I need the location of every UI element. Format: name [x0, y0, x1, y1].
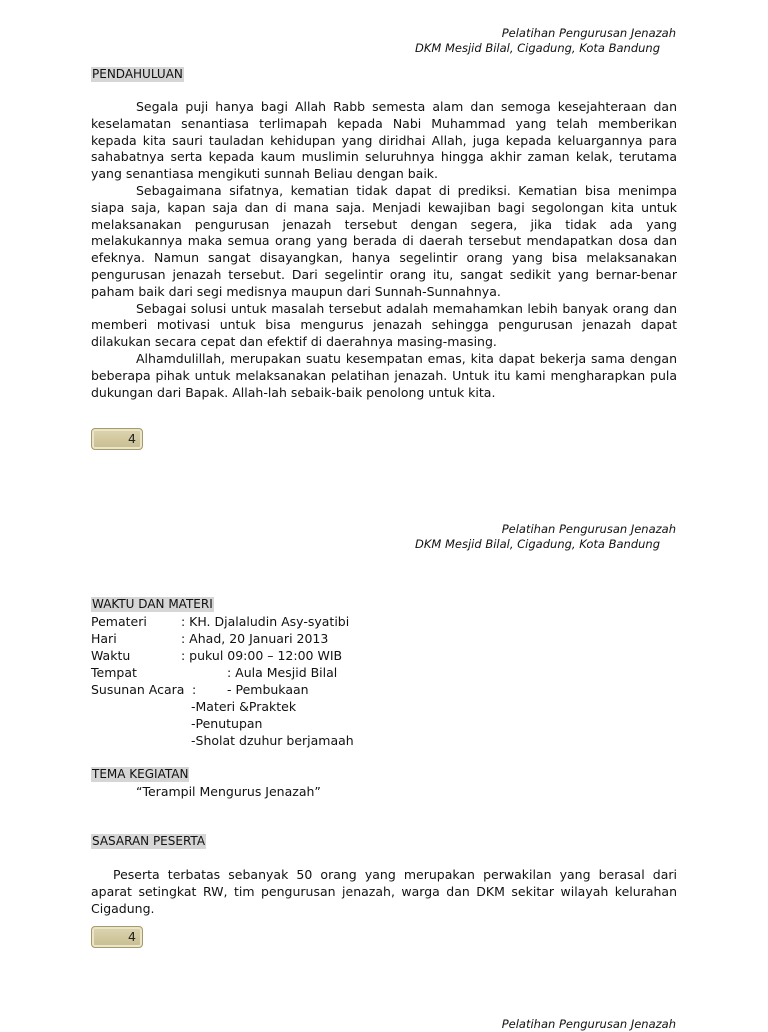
header-organization: DKM Mesjid Bilal, Cigadung, Kota Bandung [415, 537, 660, 551]
page-number-badge [91, 926, 143, 948]
info-label: Pemateri [91, 614, 147, 629]
tema-text: “Terampil Mengurus Jenazah” [136, 784, 321, 799]
page-header [415, 26, 676, 56]
info-value: : pukul 09:00 – 12:00 WIB [181, 648, 343, 663]
info-label: Waktu [91, 648, 131, 663]
page-header [415, 522, 676, 552]
page-number: 4 [128, 929, 136, 944]
sasaran-body [91, 867, 677, 917]
agenda-item: -Penutupan [191, 716, 263, 731]
agenda-item: - Pembukaan [227, 682, 309, 697]
header-title: Pelatihan Pengurusan Jenazah [501, 1017, 676, 1031]
info-label: Hari [91, 631, 117, 646]
info-value: : Aula Mesjid Bilal [227, 665, 338, 680]
agenda-item: -Sholat dzuhur berjamaah [191, 733, 354, 748]
page-number-badge [91, 428, 143, 450]
paragraph: Peserta terbatas sebanyak 50 orang yang merupakan perwakilan yang berasal dari aparat setingkat RW, tim pengurusan jenazah, warga dan DKM sekitar wilayah kelurahan Cigadung. [91, 867, 677, 916]
info-label: Susunan Acara [91, 682, 185, 697]
heading-waktu-dan-materi: WAKTU DAN MATERI [92, 597, 213, 611]
heading-tema-kegiatan: TEMA KEGIATAN [92, 767, 189, 781]
agenda-item: -Materi &Praktek [191, 699, 297, 714]
page-number: 4 [128, 431, 136, 446]
header-title: Pelatihan Pengurusan Jenazah [501, 522, 676, 536]
pendahuluan-body [91, 99, 677, 401]
info-value: : Ahad, 20 Januari 2013 [181, 631, 329, 646]
header-organization: DKM Mesjid Bilal, Cigadung, Kota Bandung [415, 41, 660, 55]
paragraph: Sebagaimana sifatnya, kematian tidak dapat di prediksi. Kematian bisa menimpa siapa saja, kapan saja dan di mana saja. Menjadi kewajiban bagi segolongan kita untuk melaksanakan pengurusan jenazah tersebut dengan segera, jika tidak ada yang melakukannya maka semua orang yang berada di daerah tersebut mendapatkan dosa dan efeknya. Namun sangat disayangkan, hanya segelintir orang yang bisa melaksanakan pengurusan jenazah tersebut. Dari segelintir orang itu, sangat sedikit yang bernar-benar paham baik dari segi medisnya maupun dari Sunnah-Sunnahnya. [91, 182, 677, 299]
paragraph: Alhamdulillah, merupakan suatu kesempatan emas, kita dapat bekerja sama dengan beberapa pihak untuk melaksanakan pelatihan jenazah. Untuk itu kami mengharapkan pula dukungan dari Bapak. Allah-lah sebaik-baik penolong untuk kita. [91, 350, 677, 400]
info-label: Tempat [91, 665, 137, 680]
page-header [502, 1017, 676, 1032]
info-value: : KH. Djalaludin Asy-syatibi [181, 614, 350, 629]
header-title: Pelatihan Pengurusan Jenazah [501, 26, 676, 40]
heading-pendahuluan: PENDAHULUAN [92, 67, 183, 81]
paragraph: Sebagai solusi untuk masalah tersebut adalah memahamkan lebih banyak orang dan memberi motivasi untuk bisa mengurus jenazah sehingga pengurusan jenazah dapat dilakukan secara cepat dan efektif di daerahnya masing-masing. [91, 300, 677, 350]
paragraph: Segala puji hanya bagi Allah Rabb semesta alam dan semoga kesejahteraan dan keselamatan senantiasa terlimapah kepada Nabi Muhammad yang telah memberikan kepada kita sauri tauladan kehidupan yang diridhai Allah, juga kepada keluargannya para sahabatnya serta kepada kaum muslimin seluruhnya hingga akhir zaman kelak, terutama yang senantiasa mengikuti sunnah Beliau dengan baik. [91, 99, 677, 182]
heading-sasaran-peserta: SASARAN PESERTA [92, 834, 206, 848]
info-colon: : [192, 682, 197, 697]
